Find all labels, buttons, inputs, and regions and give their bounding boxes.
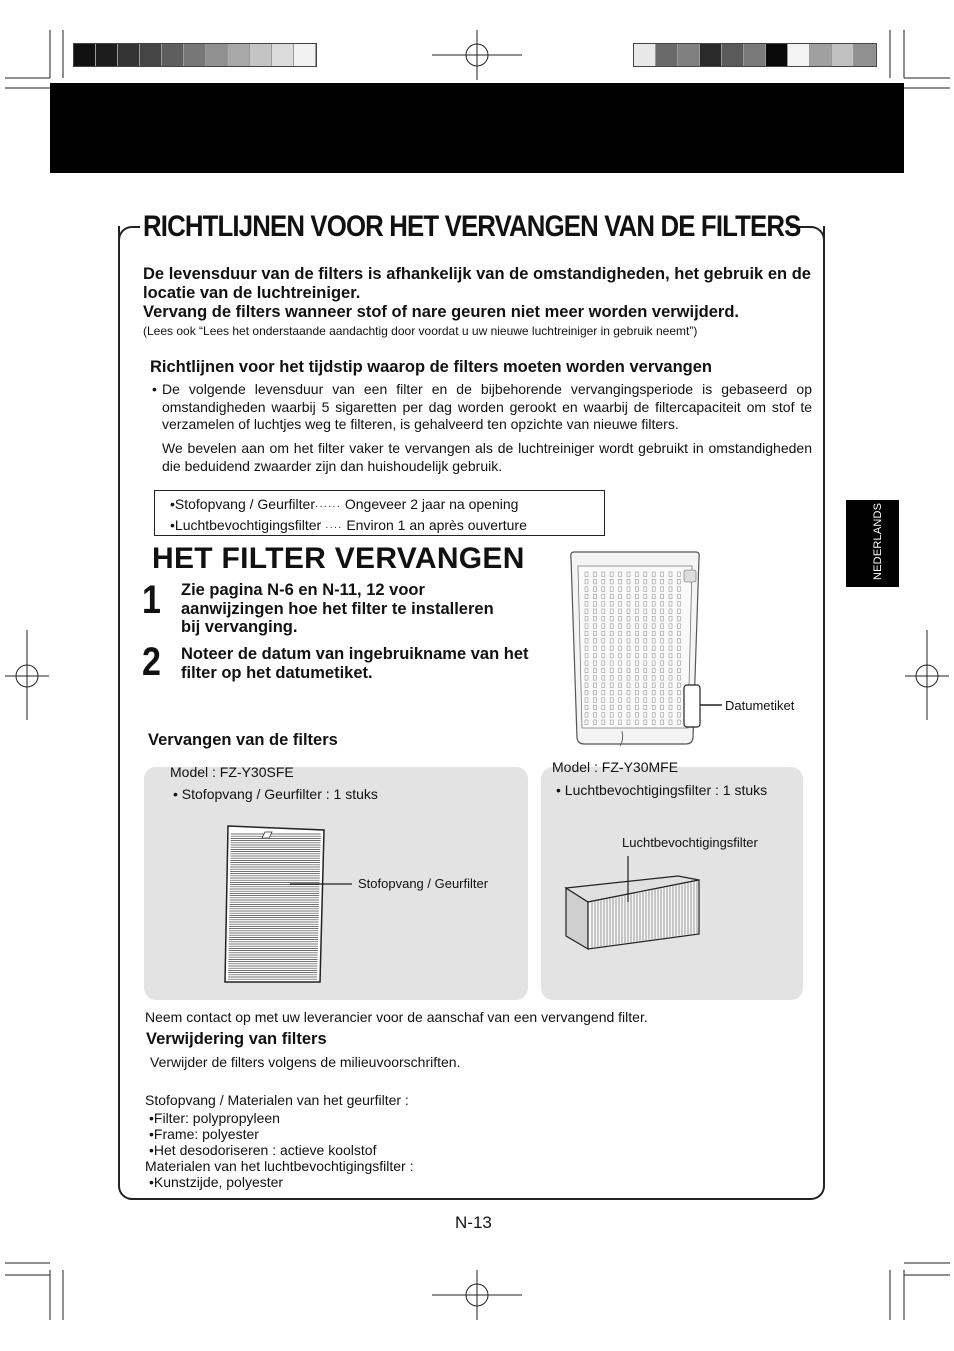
material-item: •Frame: polyester bbox=[149, 1126, 259, 1142]
callout-humidifying-filter: Luchtbevochtigingsfilter bbox=[622, 835, 758, 850]
model-right: Model : FZ-Y30MFE bbox=[552, 759, 679, 775]
materials-heading: Stofopvang / Materialen van het geurfilter : bbox=[145, 1092, 409, 1108]
dust-odor-filter-illustration bbox=[222, 822, 332, 987]
callout-dust-odor-filter: Stofopvang / Geurfilter bbox=[358, 876, 489, 891]
lifetime-box bbox=[154, 490, 605, 536]
air-purifier-illustration bbox=[568, 548, 708, 748]
guidelines-heading: Richtlijnen voor het tijdstip waarop de filters moeten worden vervangen bbox=[150, 358, 713, 376]
lifetime-row: •Stofopvang / Geurfilter······ Ongeveer 2 jaar na opening bbox=[170, 496, 519, 512]
disposal-text: Verwijder de filters volgens de milieuvoorschriften. bbox=[150, 1054, 461, 1070]
header-bar bbox=[50, 83, 904, 173]
model-left: Model : FZ-Y30SFE bbox=[170, 764, 294, 780]
materials2-heading: Materialen van het luchtbevochtigingsfilter : bbox=[145, 1158, 414, 1174]
lifetime-row: •Luchtbevochtigingsfilter ···· Environ 1 an après ouverture bbox=[170, 517, 527, 533]
humidifying-filter-illustration bbox=[562, 850, 702, 950]
page-title: RICHTLIJNEN VOOR HET VERVANGEN VAN DE FILTERS bbox=[143, 210, 801, 243]
intro-text bbox=[143, 265, 811, 322]
item-right: • Luchtbevochtigingsfilter : 1 stuks bbox=[556, 782, 768, 798]
material-item: •Het desodoriseren : actieve koolstof bbox=[149, 1142, 377, 1158]
step-text: Noteer de datum van ingebruikname van het filter op het datumetiket. bbox=[181, 645, 529, 682]
intro-line-1: De levensduur van de filters is afhankelijk van de omstandigheden, het gebruik en de locatie van de luchtreiniger. bbox=[143, 265, 811, 302]
guidelines-paragraph-1: • De volgende levensduur van een filter en de bijbehorende vervangingsperiode is gebaseerd op omstandigheden waarbij 5 sigaretten per dag worden gerookt en waarbij de filtercapaciteit om stof te verzamelen of luchtjes weg te filteren, is gehalveerd ten opzichte van nieuwe filters. bbox=[152, 381, 812, 432]
guidelines-paragraph-2: We bevelen aan om het filter vaker te vervangen als de luchtreiniger wordt gebruikt in omstandigheden die beduidend zwaarder zijn dan huishoudelijk gebruik. bbox=[162, 440, 812, 474]
step-number: 1 bbox=[142, 578, 161, 622]
contact-note: Neem contact op met uw leverancier voor de aanschaf van een vervangend filter. bbox=[145, 1009, 648, 1025]
page-number: N-13 bbox=[455, 1213, 492, 1232]
step-text: Zie pagina N-6 en N-11, 12 voor aanwijzingen hoe het filter te installeren bij vervanging. bbox=[181, 581, 494, 636]
material-item: •Kunstzijde, polyester bbox=[149, 1174, 284, 1190]
bullet: • bbox=[152, 381, 157, 397]
language-tab: NEDERLANDS bbox=[846, 500, 899, 587]
intro-note: (Lees ook “Lees het onderstaande aandachtig door voordat u uw nieuwe luchtreiniger in gebruik neemt”) bbox=[143, 324, 698, 338]
replace-heading: HET FILTER VERVANGEN bbox=[152, 542, 525, 575]
intro-line-2: Vervang de filters wanneer stof of nare geuren niet meer worden verwijderd. bbox=[143, 303, 740, 321]
item-left: • Stofopvang / Geurfilter : 1 stuks bbox=[173, 786, 378, 802]
step-number: 2 bbox=[142, 640, 161, 684]
disposal-heading: Verwijdering van filters bbox=[146, 1030, 327, 1048]
filters-heading: Vervangen van de filters bbox=[148, 731, 338, 749]
date-label-callout: Datumetiket bbox=[725, 698, 795, 713]
material-item: •Filter: polypropyleen bbox=[149, 1110, 280, 1126]
